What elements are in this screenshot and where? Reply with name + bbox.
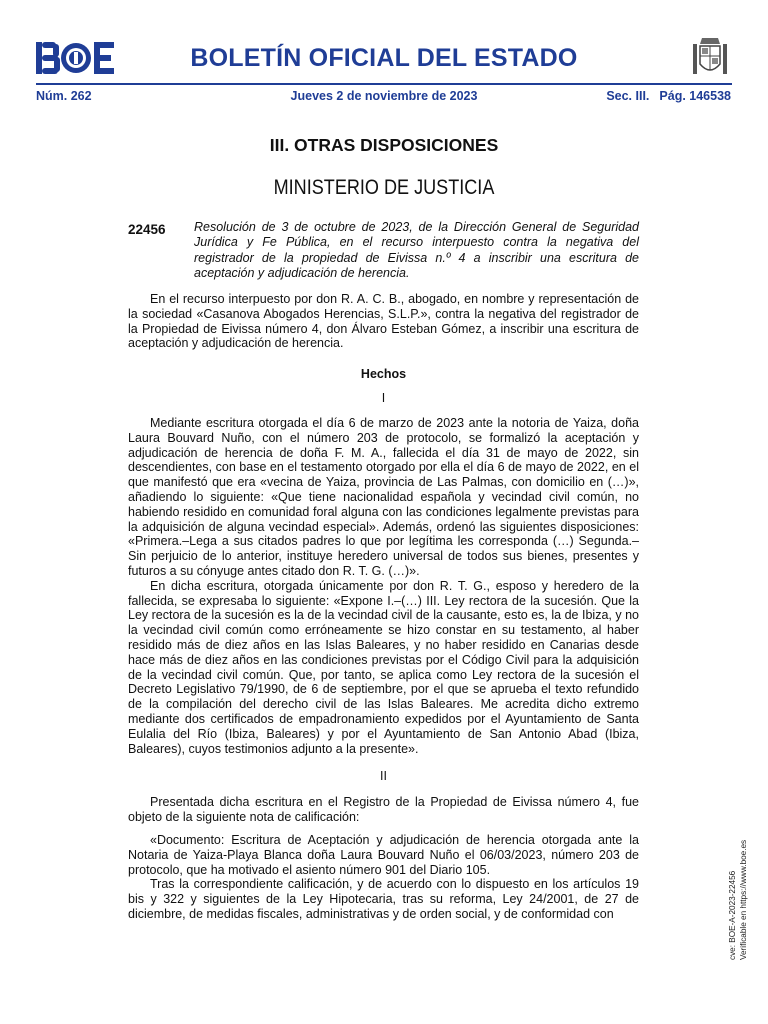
facts-heading: Hechos xyxy=(360,367,407,381)
paragraph: Tras la correspondiente calificación, y de acuerdo con lo dispuesto en los artículos 19 bis y 322 y siguientes de la Ley Hipotecaria, tras su reforma, Ley 24/2001, de 27 de diciembre, de medidas fiscales, administrativas y de orden social, y de conformidad con xyxy=(128,877,639,921)
section-ii-label: II xyxy=(380,769,387,783)
boe-logo xyxy=(36,42,114,74)
section-label: Sec. III. xyxy=(606,89,650,103)
paragraph: Presentada dicha escritura en el Registro de la Propiedad de Eivissa número 4, fue objeto de la siguiente nota de calificación: xyxy=(128,795,639,824)
coat-of-arms-icon xyxy=(690,36,730,80)
section-i-body xyxy=(128,416,639,756)
section-page xyxy=(606,89,731,103)
section-ii-body xyxy=(128,833,639,922)
section-ii-intro xyxy=(128,795,639,825)
reference-number: 22456 xyxy=(128,222,166,237)
section-i-label: I xyxy=(381,391,386,405)
ministry-title: MINISTERIO DE JUSTICIA xyxy=(273,176,495,199)
intro-block xyxy=(128,292,639,351)
verification-link[interactable]: Verificable en https://www.boe.es xyxy=(738,839,748,960)
paragraph: «Documento: Escritura de Aceptación y adjudicación de herencia otorgada ante la Notaria de Yaiza-Playa Blanca doña Laura Bouvard Nuño el 06/03/2023, número 203 de protocolo, que ha motivado el asiento número 901 del Diario 105. xyxy=(128,833,639,877)
paragraph: En dicha escritura, otorgada únicamente por don R. T. G., esposo y heredero de la fallecida, se expresaba lo siguiente: «Expone I.–(…) III. Ley rectora de la sucesión. Que la Ley rectora de la sucesión es la de la vecindad civil de la causante, esto es, la de Ibiza, y no la vecindad civil común como erróneamente se hizo constar en su testamento, al haber residido más de diez años en las Islas Baleares, y no haber residido en Canarias desde hace más de diez años en las condiciones previstas por el Código Civil para la adquisición de la vecindad civil común. Que, por tanto, se aplica como Ley rectora de la sucesión el Decreto Legislativo 79/1990, de 6 de septiembre, por el que se aprueba el texto refundido de la compilación del derecho civil de las Islas Baleares. Me acredita dicho extremo mediante dos certificados de empadronamiento expedidos por el Ayuntamiento de Santa Eulalia del Río (Ibiza, Baleares) y por el Ayuntamiento de San Antonio Abad (Ibiza, Baleares), cuyos testimonios adjunto a la presente». xyxy=(128,578,639,756)
header-divider xyxy=(36,83,732,85)
issue-date: Jueves 2 de noviembre de 2023 xyxy=(290,89,478,103)
intro-paragraph: En el recurso interpuesto por don R. A. C. B., abogado, en nombre y representación de la sociedad «Casanova Abogados Herencias, S.L.P.», contra la negativa del registrador de la Propiedad de Eivissa número 4, don Álvaro Esteban Gómez, a inscribir una escritura de aceptación y adjudicación de herencia. xyxy=(128,292,639,351)
resolution-title: Resolución de 3 de octubre de 2023, de la Dirección General de Seguridad Jurídica y Fe Pública, en el recurso interpuesto contra la negativa del registrador de la propiedad de Eivissa n.º 4 a inscribir una escritura de aceptación y adjudicación de herencia. xyxy=(194,220,639,280)
issue-number: Núm. 262 xyxy=(36,89,92,103)
page-label: Pág. 146538 xyxy=(659,89,731,103)
cve-code: cve: BOE-A-2023-22456 xyxy=(728,870,737,960)
journal-title: BOLETÍN OFICIAL DEL ESTADO xyxy=(190,44,578,72)
paragraph: Mediante escritura otorgada el día 6 de marzo de 2023 ante la notoria de Yaiza, doña Laura Bouvard Nuño, con el número 203 de protocolo, se formalizó la aceptación y adjudicación de herencia de doña F. M. A., fallecida el día 31 de mayo de 2022, sin descendientes, con base en el testamento otorgado por ella el día 6 de mayo de 2022, en el que manifestó que era «vecina de Yaiza, provincia de Las Palmas, con domicilio en (…)», añadiendo lo siguiente: «Que tiene nacionalidad española y vecindad civil común, no habiendo residido en comunidad foral alguna con las condiciones legalmente previstas para la adquisición de alguna vecindad especial». Además, ordenó las siguientes disposiciones: «Primera.–Lega a sus citados padres lo que por legítima les corresponda (…) Segunda.–Sin perjuicio de lo anterior, instituye heredero universal de todos sus bienes, presentes y futuros a su cónyuge antes citado don R. T. G. (…)». xyxy=(128,416,639,578)
section-title: III. OTRAS DISPOSICIONES xyxy=(269,135,499,155)
verification-note xyxy=(728,840,749,960)
